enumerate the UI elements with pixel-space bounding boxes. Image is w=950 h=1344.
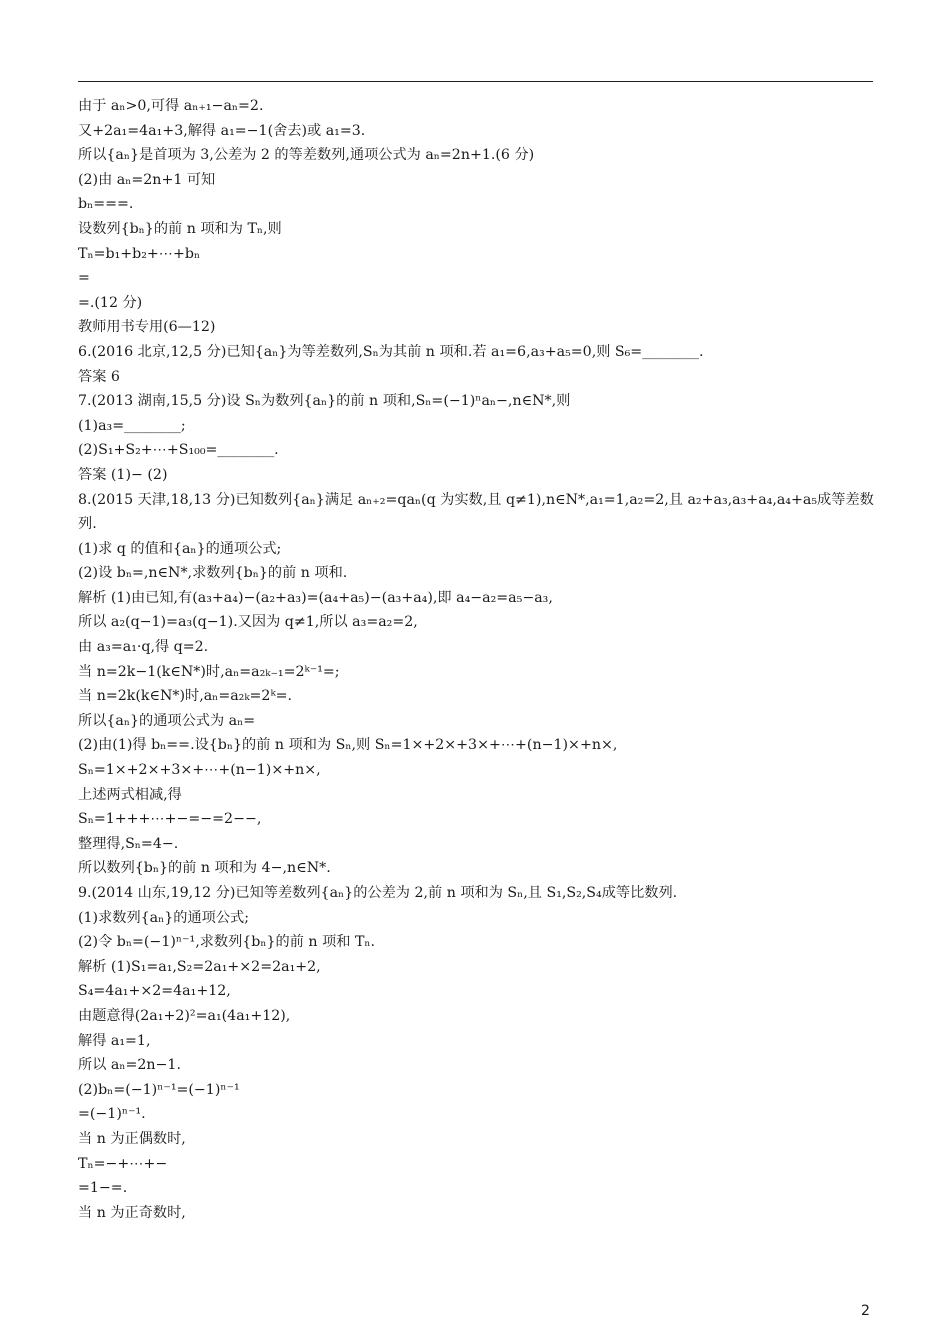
text-line: 设数列{bₙ}的前 n 项和为 Tₙ,则 — [78, 220, 282, 237]
text-line: 所以 a₂(q−1)=a₃(q−1).又因为 q≠1,所以 a₃=a₂=2, — [78, 614, 418, 631]
problem-6: 6.(2016 北京,12,5 分)已知{aₙ}为等差数列,Sₙ为其前 n 项和.若 a₁=6,a₃+a₅=0,则 S₆=________. — [78, 343, 704, 360]
text-line: Sₙ=1×+2×+3×+⋯+(n−1)×+n×, — [78, 762, 321, 779]
text-line: Sₙ=1+++⋯+−=−=2−−, — [78, 811, 262, 828]
text-line: 解得 a₁=1, — [78, 1032, 151, 1049]
solution-8: 解析 (1)由已知,有(a₃+a₄)−(a₂+a₃)=(a₄+a₅)−(a₃+a₄),即 a₄−a₂=a₅−a₃, — [78, 589, 553, 606]
text-line: 所以{aₙ}的通项公式为 aₙ= — [78, 712, 256, 729]
problem-9: 9.(2014 山东,19,12 分)已知等差数列{aₙ}的公差为 2,前 n 项和为 Sₙ,且 S₁,S₂,S₄成等比数列. — [78, 885, 678, 901]
text-line: 整理得,Sₙ=4−. — [78, 835, 179, 852]
text-line: (1)a₃=________; — [78, 417, 186, 434]
header-rule — [78, 81, 873, 82]
text-line: =(−1)ⁿ⁻¹. — [78, 1106, 146, 1123]
text-line: (2)S₁+S₂+⋯+S₁₀₀=________. — [78, 442, 279, 459]
answer-7: 答案 (1)− (2) — [78, 466, 168, 483]
text-line: 由题意得(2a₁+2)²=a₁(4a₁+12), — [78, 1007, 291, 1024]
text-line: 由 a₃=a₁·q,得 q=2. — [78, 639, 209, 656]
text-line: 所以 aₙ=2n−1. — [78, 1057, 181, 1074]
answer-6: 答案 6 — [78, 368, 120, 385]
problem-8: 8.(2015 天津,18,13 分)已知数列{aₙ}满足 aₙ₊₂=qaₙ(q 为实数,且 q≠1),n∈N*,a₁=1,a₂=2,且 a₂+a₃,a₃+a₄,a₄+a₅成等差数列. — [78, 491, 874, 533]
text-line: 当 n=2k−1(k∈N*)时,aₙ=a₂ₖ₋₁=2ᵏ⁻¹=; — [78, 663, 340, 680]
text-line: =.(12 分) — [78, 294, 143, 311]
text-line: = — [78, 270, 90, 287]
text-line: 所以数列{bₙ}的前 n 项和为 4−,n∈N*. — [78, 860, 331, 877]
text-line: 上述两式相减,得 — [78, 786, 182, 803]
text-line: bₙ===. — [78, 196, 134, 213]
text-line: 所以{aₙ}是首项为 3,公差为 2 的等差数列,通项公式为 aₙ=2n+1.(6 分) — [78, 147, 535, 164]
text-line: (1)求 q 的值和{aₙ}的通项公式; — [78, 540, 282, 557]
text-line: (2)bₙ=(−1)ⁿ⁻¹=(−1)ⁿ⁻¹ — [78, 1081, 240, 1098]
text-line: (2)由(1)得 bₙ==.设{bₙ}的前 n 项和为 Sₙ,则 Sₙ=1×+2×+3×+⋯+(n−1)×+n×, — [78, 737, 618, 754]
text-line: S₄=4a₁+×2=4a₁+12, — [78, 983, 231, 1000]
text-line: 当 n 为正奇数时, — [78, 1204, 186, 1221]
problem-7: 7.(2013 湖南,15,5 分)设 Sₙ为数列{aₙ}的前 n 项和,Sₙ=(−1)ⁿaₙ−,n∈N*,则 — [78, 393, 571, 410]
page-number: 2 — [861, 1303, 870, 1319]
text-line: (2)由 aₙ=2n+1 可知 — [78, 171, 216, 188]
text-line: =1−=. — [78, 1180, 128, 1197]
text-line: 又+2a₁=4a₁+3,解得 a₁=−1(舍去)或 a₁=3. — [78, 122, 366, 139]
text-line: 当 n 为正偶数时, — [78, 1130, 186, 1147]
section-heading: 教师用书专用(6—12) — [78, 319, 216, 336]
text-line: Tₙ=b₁+b₂+⋯+bₙ — [78, 245, 201, 262]
text-line: 由于 aₙ>0,可得 aₙ₊₁−aₙ=2. — [78, 98, 264, 114]
text-line: (2)令 bₙ=(−1)ⁿ⁻¹,求数列{bₙ}的前 n 项和 Tₙ. — [78, 934, 376, 951]
text-line: Tₙ=−+⋯+− — [78, 1155, 168, 1172]
text-body — [78, 94, 878, 1225]
text-line: 当 n=2k(k∈N*)时,aₙ=a₂ₖ=2ᵏ=. — [78, 688, 293, 705]
text-line: (2)设 bₙ=,n∈N*,求数列{bₙ}的前 n 项和. — [78, 565, 348, 582]
text-line: (1)求数列{aₙ}的通项公式; — [78, 909, 250, 926]
solution-9: 解析 (1)S₁=a₁,S₂=2a₁+×2=2a₁+2, — [78, 958, 321, 975]
